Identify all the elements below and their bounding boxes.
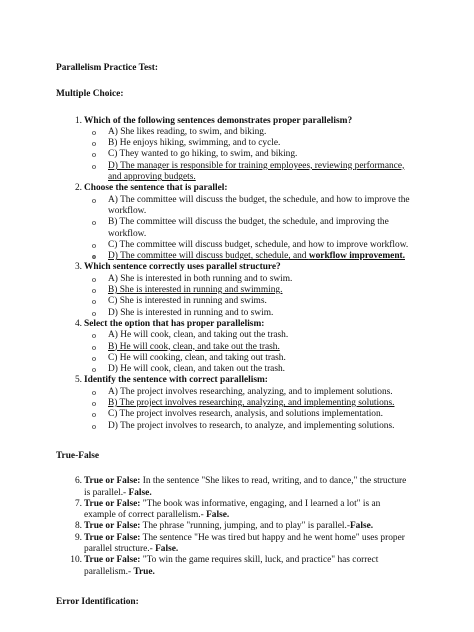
- circle-bullet-icon: o: [92, 308, 96, 318]
- option-list: [84, 330, 414, 375]
- tf-answer: False.: [206, 510, 230, 521]
- option: [84, 274, 414, 285]
- mc-question-list: [56, 116, 414, 432]
- circle-bullet-icon: o: [92, 161, 96, 171]
- option-text: D) She is interested in running and to swim.: [108, 307, 274, 318]
- circle-bullet-icon: o: [92, 127, 96, 137]
- option-text: B) The committee will discuss the budget, the schedule, and improving the workflow.: [108, 217, 389, 239]
- circle-bullet-icon: o: [92, 240, 96, 250]
- option-text: [108, 251, 405, 261]
- circle-bullet-icon: o: [92, 274, 96, 284]
- question-number: 10.: [70, 555, 82, 566]
- mc-question: [56, 262, 414, 318]
- question-text: Which of the following sentences demonstrates proper parallelism?: [84, 115, 353, 126]
- option: [84, 409, 414, 420]
- option-text: A) She is interested in both running and to swim.: [108, 273, 293, 284]
- option: [84, 217, 414, 240]
- tf-question: [56, 476, 414, 499]
- circle-bullet-icon: o: [92, 410, 96, 420]
- tf-question-text: In the sentence "She likes to read, writing, and to dance," the structure is parallel.-: [84, 476, 407, 498]
- circle-bullet-icon: o: [92, 399, 96, 409]
- option-correct: [84, 161, 414, 184]
- mc-question: [56, 319, 414, 375]
- question-number: 8.: [74, 521, 82, 532]
- option: [84, 308, 414, 319]
- option: [84, 353, 414, 364]
- option-list: [84, 387, 414, 432]
- option-text: B) He will cook, clean, and take out the trash.: [108, 341, 280, 352]
- option-list: [84, 274, 414, 319]
- tf-answer: True.: [133, 566, 155, 577]
- circle-bullet-icon: o: [92, 195, 96, 205]
- circle-bullet-icon: o: [92, 353, 96, 363]
- tf-question-text: "The book was informative, engaging, and I learned a lot" is an example of correct parallelism.-: [84, 498, 381, 521]
- option-text: B) The project involves researching, analyzing, and implementing solutions.: [108, 398, 395, 409]
- question-number: 9.: [74, 532, 82, 543]
- option: [84, 138, 414, 149]
- circle-bullet-icon: o: [92, 286, 96, 296]
- question-number: 7.: [74, 498, 82, 509]
- tf-question: [56, 499, 414, 522]
- option-correct: [84, 285, 414, 296]
- option-list: [84, 127, 414, 183]
- tf-question: [56, 533, 414, 556]
- option-correct: [84, 342, 414, 353]
- option-text: A) The committee will discuss the budget, the schedule, and how to improve the workflow.: [108, 194, 410, 216]
- option-text: C) She is interested in running and swims.: [108, 296, 267, 307]
- option: [84, 127, 414, 138]
- question-number: 5.: [74, 375, 82, 386]
- option-text: D) The project involves to research, to analyze, and implementing solutions.: [108, 420, 395, 431]
- tf-label: True or False:: [84, 498, 141, 509]
- tf-answer: False.: [155, 543, 179, 554]
- question-text: Which sentence correctly uses parallel structure?: [84, 262, 281, 273]
- circle-bullet-icon: o: [92, 150, 96, 160]
- tf-question-text: The phrase "running, jumping, and to play" is parallel.-: [140, 521, 350, 532]
- option-text: A) She likes reading, to swim, and biking.: [108, 126, 267, 137]
- option-text: B) He enjoys hiking, swimming, and to cycle.: [108, 138, 281, 149]
- option-text: C) The committee will discuss budget, schedule, and how to improve workflow.: [108, 239, 409, 250]
- option: [84, 296, 414, 307]
- tf-label: True or False:: [84, 476, 141, 487]
- circle-bullet-icon: o: [92, 331, 96, 341]
- option: [84, 364, 414, 375]
- option: [84, 330, 414, 341]
- tf-label: True or False:: [84, 521, 141, 532]
- option: [84, 195, 414, 218]
- option-text: C) They wanted to go hiking, to swim, and biking.: [108, 149, 298, 160]
- option-text: D) He will cook, clean, and taken out the trash.: [108, 364, 286, 375]
- question-text: Choose the sentence that is parallel:: [84, 183, 228, 194]
- circle-bullet-icon: o: [92, 297, 96, 307]
- tf-question: [56, 555, 414, 578]
- tf-heading: True-False: [56, 450, 100, 461]
- option-text: C) The project involves research, analysis, and solutions implementation.: [108, 409, 384, 420]
- option-text: C) He will cooking, clean, and taking out trash.: [108, 352, 286, 363]
- ei-heading: Error Identification:: [56, 596, 139, 607]
- circle-bullet-icon: o: [92, 218, 96, 228]
- option-correct: [84, 398, 414, 409]
- question-number: 2.: [74, 183, 82, 194]
- tf-label: True or False:: [84, 532, 141, 543]
- question-text: Select the option that has proper parallelism:: [84, 318, 265, 329]
- circle-bullet-icon: o: [92, 387, 96, 397]
- mc-question: [56, 375, 414, 431]
- option-correct: [84, 251, 414, 262]
- tf-question-list: [56, 476, 414, 578]
- question-number: 6.: [74, 476, 82, 487]
- option-text: D) The manager is responsible for training employees, reviewing performance, and approving budgets.: [108, 160, 405, 183]
- circle-bullet-icon: o: [92, 421, 96, 431]
- tf-answer: False.: [128, 487, 152, 498]
- option-text-bold: workflow improvement.: [308, 251, 405, 262]
- tf-answer: False.: [349, 521, 374, 532]
- tf-label: True or False:: [84, 555, 141, 566]
- mc-question: [56, 116, 414, 184]
- option-text-part: D) The committee will discuss budget, schedule, and: [108, 251, 309, 262]
- mc-question: [56, 183, 414, 262]
- question-number: 1.: [74, 115, 82, 126]
- tf-question: [56, 521, 414, 532]
- question-number: 3.: [74, 262, 82, 273]
- tf-question-text: "To win the game requires skill, luck, and practice" has correct parallelism.-: [84, 555, 379, 577]
- option: [84, 421, 414, 432]
- option-text: B) She is interested in running and swimming.: [108, 285, 283, 296]
- mc-heading: Multiple Choice:: [56, 89, 124, 100]
- circle-bullet-icon: o: [92, 365, 96, 375]
- option-text: A) He will cook, clean, and taking out the trash.: [108, 330, 289, 341]
- doc-title: Parallelism Practice Test:: [56, 63, 159, 73]
- option: [84, 240, 414, 251]
- question-text: Identify the sentence with correct parallelism:: [84, 375, 268, 386]
- option-list: [84, 195, 414, 263]
- question-number: 4.: [74, 318, 82, 329]
- tf-question-text: The sentence "He was tired but happy and he went home" uses proper parallel structure.-: [84, 532, 405, 554]
- circle-bullet-icon: o: [92, 139, 96, 149]
- option: [84, 149, 414, 160]
- option-text: A) The project involves researching, analyzing, and to implement solutions.: [108, 386, 393, 397]
- option: [84, 387, 414, 398]
- circle-bullet-icon: o: [92, 252, 96, 262]
- circle-bullet-icon: o: [92, 342, 96, 352]
